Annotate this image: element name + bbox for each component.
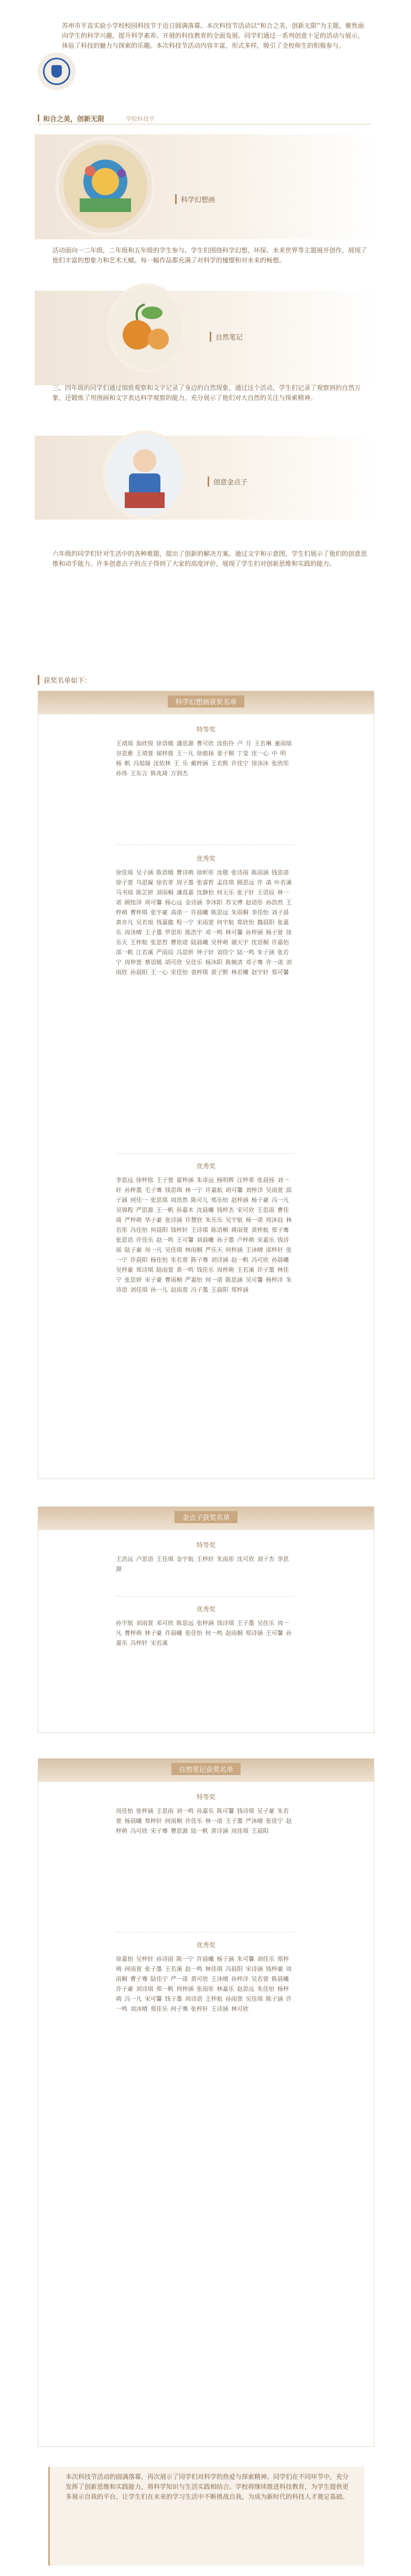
winner-names: 王靖瑶 翁欣悦 徐语嫣 潘思源 曹可欣 汝佑伶 卢 月 王若琳 童雨瑶 谷思雅 王靖萱 郁梓骏 王一凡 徐骏扬 姜子桐 丁莹 沈一心 中 明 杨 帆 冯旭瑞 沈依林 王 乐 戴梓涵 王若熙 许佳宁 徐沐沐 张欣彤 孙伟 王东言 陈兆琦 万润杰	[116, 740, 292, 777]
closing-paragraph: 本次科技节活动的圆满落幕，再次展示了同学们对科学的热爱与探索精神。同学们在不同环节中，充分发挥了创新思维和实践能力，将科学知识与生活实践相结合。学校将继续推进科技教育，为学生提供更多展示自我的平台，让学生们在未来的学习生活中不断挑战自我，为成为新时代的科技人才奠定基础。	[66, 2473, 349, 2500]
winners-heading: 获奖名单如下：	[38, 675, 91, 685]
closing-box	[48, 2467, 364, 2566]
winner-names: 徐佳瑶 吴子涵 陈语嫣 曹诗萌 徐昕彤 汝敬 张诗雨 陈雨涵 钱思诺 徐子萱 乌思凝 徐若菲 周子墨 张睿哲 孟佳琪 顾思远 许 菡 叶若溪 马书瑶 陈芷妍 刘雨桐 潘淏嘉 沈静怡 何天乐 张子轩 王语辰 林一诺 顾铭泽 周可馨 杨心远 金诗涵 李沐阳 苏文博 赵语彤 孙浩然 王梓萌 曹梓琪 张宇豪 高诺一 许晨曦 陈思远 朱雨桐 李佳怡 刘子晨 黄亦凡 吴若瑄 钱嘉懿 程一宁 宋雨萱 何宇航 郑欣怡 魏晨阳 张嘉乐 周沐晴 王子墨 罗思彤 陈浩宇 邓一鸣 林可馨 孙梓涵 杨子萱 徐乐天 王梓航 张思哲 曹依诺 陆晨曦 吴梓萌 谢天宇 沈语桐 许嘉怡 邵一帆 江若溪 严雨辰 冯思妍 钟子轩 刘佳宁 陆一鸣 朱子涵 张若宁 周梓萱 蔡语嫣 胡可欣 吴佳乐 杨沐阳 陈婉清 邓子骞 许一诺 刘雨欣 孙晨阳 王一心 宋佳怡 袁梓琪 黄子默 林若曦 赵宇轩 郑可馨	[116, 869, 292, 976]
school-logo	[38, 52, 75, 90]
nature-winners-box	[38, 1758, 374, 2447]
box-title: 科学幻想画获奖名单	[168, 695, 244, 708]
slogan-mark	[38, 114, 39, 122]
winner-names: 周佳怡 张梓涵 王思雨 刘一鸣 孙嘉乐 陈可馨 钱诗琪 吴子豪 朱若萱 杨晨曦 郑梓轩 何雨桐 许佳乐 林一诺 王子墨 严沐晴 张佳宁 赵梓萌 冯可欣 宋子骞 曹思源 陆一帆 黄诗涵 周佳琪 王晨阳	[116, 1808, 292, 1834]
section-title: 科学幻想画	[175, 194, 215, 204]
slogan-subtitle: 学校科技节	[126, 115, 155, 122]
section-text: 三、四年级的同学们通过细致观察和文字记录了身边的自然现象。通过这个活动，学生们记录了观察到的自然万象，还锻炼了用图画和文字表达科学观察的能力，充分展示了他们对大自然的关注与探索精神。	[52, 384, 361, 402]
logo-core-icon	[51, 65, 62, 78]
divider	[116, 844, 294, 845]
box-title-bar	[38, 1759, 374, 1782]
divider	[116, 1932, 294, 1933]
tier-label: 优秀奖	[196, 1163, 215, 1170]
section-background	[35, 436, 376, 520]
tier-label: 优秀奖	[196, 1606, 215, 1613]
section-text: 六年级的同学们针对生活中的各种难题，提出了创新的解决方案。通过文字和示意图，学生们展示了他们的创意思维和动手能力。许多创意点子的点子得到了大家的高度评价，展现了学生们对创新思维和实践的能力。	[52, 550, 367, 567]
creative-ideas-image	[103, 430, 187, 520]
sci-fi-winners-box	[38, 691, 374, 1479]
section-sci-fi-painting	[35, 131, 376, 262]
box-title-bar	[38, 691, 374, 714]
tier-label: 特等奖	[196, 1793, 215, 1801]
box-title: 金点子获奖名单	[175, 1511, 237, 1523]
tier-label: 优秀奖	[196, 1941, 215, 1949]
section-nature-notes	[35, 283, 376, 404]
box-title-bar	[38, 1507, 374, 1530]
tier-label: 优秀奖	[196, 855, 215, 862]
divider	[116, 1153, 294, 1154]
slogan-text: 和合之美，创新无限	[43, 115, 105, 123]
section-background	[35, 291, 376, 385]
sci-fi-painting-image	[56, 136, 155, 236]
section-creative-ideas	[35, 430, 376, 567]
winner-names: 孙宇航 刘雨萱 邓可欣 陈思远 张梓涵 钱诗琪 王子墨 吴佳乐 周一凡 曹梓萌 林子豪 许晨曦 张佳怡 何一鸣 赵雨桐 郑诗涵 王可馨 孙嘉乐 冯梓轩 宋若溪	[116, 1620, 292, 1646]
section-title: 创意金点子	[208, 477, 247, 487]
intro-paragraph: 苏州市平直实验小学校校园科技节于近日圆满落幕。本次科技节活动以“和合之美，创新无限”为主题，聚焦面向学生的科学兴趣，提升科学素养。开展的科技教育的全面发展。同学们通过一系列创意十足的活动与展示，体验了科技的魅力与探索的乐趣。本次科技节活动内容丰富，形式多样，吸引了全校师生的积极参与。	[62, 22, 364, 49]
tier-label: 特等奖	[196, 1542, 215, 1549]
section-title: 自然笔记	[210, 332, 243, 342]
nature-notes-image	[107, 283, 186, 373]
section-text: 活动面向一二年级，二年级和五年级的学生参与。学生们围绕科学幻想、环保、未来世界等主题展开创作，展现了他们丰富的想象力和艺术天赋。每一幅作品都充满了对科学的憧憬和对未来的畅想。	[52, 247, 367, 264]
divider	[116, 1596, 294, 1597]
winner-names: 李思远 徐梓铭 王子萱 翟梓涵 朱卓远 杨明辉 汪梓希 张晨扬 刘一轩 孙梓墨 毛子骞 钱思琪 林一宁 许嘉航 胡可馨 刘梓洋 吴雨萱 邱子涵 何佳一 张思琪 周浩然 陈可儿 郑乐怡 赵梓涵 杨子豪 冯一凡 吴锦程 严思源 王一帆 孙嘉木 沈晨曦 钱梓杰 宋可欣 王思雨 曹佳琦 严梓萌 华子豪 张诗涵 许慧欣 朱乐乐 吴宇航 杨一诺 周沐辰 林若彤 冯佳怡 何晨阳 钱梓轩 王诗琪 陈语桐 蒋雨萱 黄梓航 郑子骞 张思语 许佳乐 赵一鸣 王可馨 刘晨曦 孙子墨 卢梓萌 宋嘉乐 钱诗瑶 陆子豪 周一凡 吴佳琪 林雨桐 严乐天 何梓涵 王沐晴 邵梓轩 张一宁 许晨阳 杨佳怡 朱若萱 陈子骞 刘诗涵 赵一帆 冯可欣 孙晨曦 吴梓豪 郑诗琪 陆雨萱 黄一鸣 钱佳乐 周梓萌 王若溪 许子墨 林佳宁 张思妍 宋子豪 曹雨桐 严嘉怡 何一诺 陈思涵 吴可馨 杨梓洋 朱诗语 刘佳琪 孙一凡 赵雨萱 冯子墨 王晨阳 郑梓涵	[116, 1177, 292, 1293]
box-title: 自然笔记获奖名单	[171, 1763, 241, 1775]
tier-label: 特等奖	[196, 726, 215, 733]
winner-names: 王浩远 卢思语 王佳琪 金宇航 王梓轩 朱雨彤 沈可欣 刘子杰 李思源	[116, 1556, 289, 1572]
ideas-winners-box	[38, 1506, 374, 1733]
winner-names: 徐嘉怡 吴梓轩 孙诗雨 陈一宁 许晨曦 杨子涵 朱可馨 刘佳乐 郑梓萌 何雨萱 张子墨 王若溪 赵一鸣 林佳琪 冯晨阳 宋诗涵 钱梓豪 周雨桐 曹子骞 陆佳宁 严一诺 黄可欣 王沐晴 孙梓洋 吴若萱 陈晨曦 许子豪 刘诗琪 郑一帆 何梓涵 张雨彤 林嘉乐 赵思远 朱佳怡 杨梓萌 冯一凡 宋可馨 钱子墨 周诗语 王梓航 孙雨萱 吴佳琪 陈子涵 许一鸣 刘沐晴 郑佳乐 何子骞 张梓轩 王诗涵 林可欣	[116, 1956, 292, 2012]
slogan-bar	[38, 112, 371, 124]
